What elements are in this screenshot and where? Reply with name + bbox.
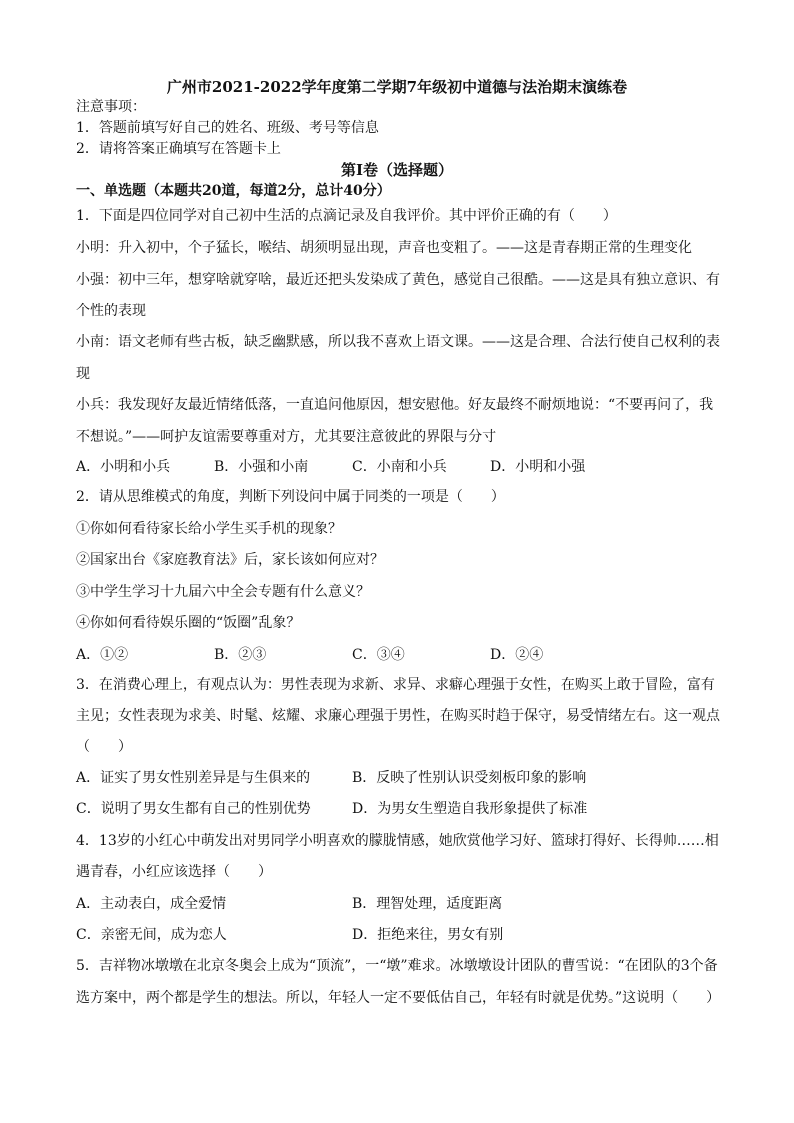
question-line: 不想说。”——呵护友谊需要尊重对方，尤其要注意彼此的界限与分寸 [76, 429, 497, 445]
question-line: 小兵：我发现好友最近情绪低落，一直追问他原因，想安慰他。好友最终不耐烦地说：“不要再问了，我 [76, 397, 714, 413]
question-line: 主见；女性表现为求美、时髦、炫耀、求廉心理强于男性，在购买时趋于保守，易受情绪左右。这一观点 [76, 708, 720, 724]
option-a: A．证实了男女性别差异是与生俱来的 [76, 770, 311, 786]
question-stem: 2．请从思维模式的角度，判断下列设问中属于同类的一项是（ ） [76, 489, 505, 505]
question-line: 小明：升入初中，个子猛长，喉结、胡须明显出现，声音也变粗了。——这是青春期正常的生理变化 [76, 240, 692, 256]
note-item: 2．请将答案正确填写在答题卡上 [76, 141, 281, 157]
option-c: C．亲密无间，成为恋人 [76, 927, 227, 943]
option-c: C．小南和小兵 [352, 459, 447, 475]
question-line: 小强：初中三年，想穿啥就穿啥，最近还把头发染成了黄色，感觉自己很酷。——这是具有独立意识、有 [76, 272, 720, 288]
option-c: C．说明了男女生都有自己的性别优势 [76, 801, 311, 817]
question-line: ②国家出台《家庭教育法》后，家长该如何应对？ [76, 552, 384, 568]
option-a: A．小明和小兵 [76, 459, 171, 475]
option-a: A．①② [76, 647, 129, 663]
option-b: B．小强和小南 [214, 459, 309, 475]
question-line: 遇青春，小红应该选择（ ） [76, 864, 272, 880]
question-line: ④你如何看待娱乐圈的“饭圈”乱象？ [76, 615, 301, 631]
exam-title: 广州市2021-2022学年度第二学期7年级初中道德与法治期末演练卷 [166, 78, 628, 96]
option-d: D．为男女生塑造自我形象提供了标准 [352, 801, 588, 817]
question-stem: 1．下面是四位同学对自己初中生活的点滴记录及自我评价。其中评价正确的有（ ） [76, 208, 617, 224]
question-line: ③中学生学习十九届六中全会专题有什么意义？ [76, 584, 370, 600]
question-line: 4．13岁的小红心中萌发出对男同学小明喜欢的朦胧情感，她欣赏他学习好、篮球打得好、长得帅……相 [76, 833, 719, 849]
option-d: D．小明和小强 [490, 459, 586, 475]
section-title: 一、单选题（本题共20道，每道2分，总计40分） [76, 183, 391, 199]
option-b: B．反映了性别认识受刻板印象的影响 [352, 770, 587, 786]
question-line: 现 [76, 366, 90, 382]
option-d: D．拒绝来往，男女有别 [352, 927, 504, 943]
question-line: 选方案中，两个都是学生的想法。所以，年轻人一定不要低估自己，年轻有时就是优势。”这说明（ ） [76, 990, 721, 1006]
question-line: 小南：语文老师有些古板，缺乏幽默感，所以我不喜欢上语文课。——这是合理、合法行使自己权利的表 [76, 334, 720, 350]
option-a: A．主动表白，成全爱情 [76, 896, 227, 912]
option-b: B．②③ [214, 647, 267, 663]
option-d: D．②④ [490, 647, 544, 663]
part-title: 第I卷（选择题） [340, 161, 454, 179]
note-item: 1．答题前填写好自己的姓名、班级、考号等信息 [76, 120, 379, 136]
question-line: 个性的表现 [76, 303, 146, 319]
question-line: 5．吉祥物冰墩墩在北京冬奥会上成为“顶流”，一“墩”难求。冰墩墩设计团队的曹雪说：“在团队的3个备 [76, 958, 718, 974]
notes-heading: 注意事项： [76, 99, 146, 115]
question-line: （ ） [76, 739, 132, 755]
option-b: B．理智处理，适度距离 [352, 896, 503, 912]
question-line: 3．在消费心理上，有观点认为：男性表现为求新、求异、求癖心理强于女性，在购买上敢于冒险，富有 [76, 677, 715, 693]
question-line: ①你如何看待家长给小学生买手机的现象？ [76, 521, 342, 537]
option-c: C．③④ [352, 647, 405, 663]
